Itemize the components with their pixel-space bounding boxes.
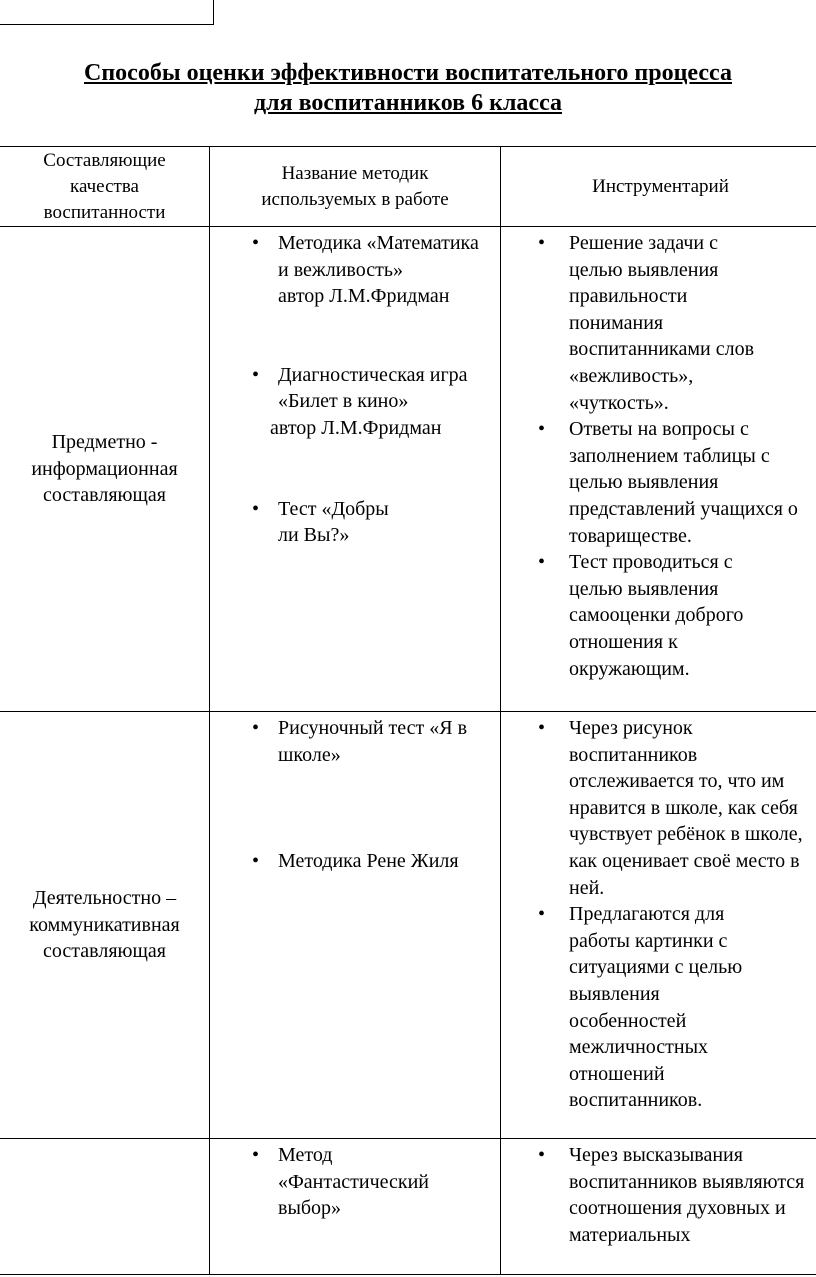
component-cell — [0, 227, 210, 712]
list-item — [210, 848, 500, 875]
component-text: Предметно - — [51, 431, 158, 454]
component-text: составляющая — [43, 940, 166, 963]
method-author: автор Л.М.Фридман — [270, 416, 442, 439]
tools-list — [501, 715, 816, 1114]
method-name: Рисуночный тест «Я в школе» — [278, 717, 468, 766]
method-author: автор Л.М.Фридман — [278, 285, 450, 308]
methods-table — [0, 146, 816, 1275]
list-item — [210, 715, 500, 768]
header-text: Составляющие — [43, 149, 166, 171]
methods-cell — [210, 227, 501, 712]
component-cell — [0, 712, 210, 1139]
header-box — [0, 0, 214, 25]
header-text: качества — [70, 175, 139, 197]
header-methods — [210, 147, 501, 227]
tools-list — [501, 230, 816, 682]
method-name: Тест «Добры ли Вы?» — [278, 497, 389, 547]
header-text: используемых в работе — [261, 188, 449, 210]
tools-cell — [501, 227, 816, 712]
tools-cell — [501, 712, 816, 1139]
component-text: информационная — [31, 457, 178, 480]
header-components — [0, 147, 210, 227]
list-item: • Решение задачи с целью выявления правильности понимания воспитанниками слов «вежливость», «чуткость». — [501, 230, 816, 416]
tools-cell — [501, 1139, 816, 1275]
list-item: • Ответы на вопросы с заполнением таблицы с целью выявления представлений учащихся о товариществе. — [501, 416, 816, 549]
component-text: Деятельностно – — [32, 887, 177, 910]
methods-cell — [210, 1139, 501, 1275]
table-row — [0, 227, 816, 712]
methods-cell — [210, 712, 501, 1139]
title-line-2: для воспитанников 6 класса — [253, 90, 563, 116]
header-text: Название методик — [281, 162, 429, 184]
list-item — [210, 230, 500, 310]
component-text: коммуникативная — [29, 913, 180, 936]
header-text: воспитанности — [43, 201, 166, 223]
header-tools — [501, 147, 816, 227]
table-row — [0, 712, 816, 1139]
list-item: • Тест проводиться с целью выявления самооценки доброго отношения к окружающим. — [501, 549, 816, 682]
list-item: • Через высказывания воспитанников выявляются соотношения духовных и материальных — [501, 1142, 816, 1248]
list-item — [210, 496, 500, 549]
table-header-row — [0, 147, 816, 227]
title-line-1: Способы оценки эффективности воспитательного процесса — [84, 60, 732, 86]
table-row — [0, 1139, 816, 1275]
method-name: Диагностическая игра «Билет в кино» — [278, 363, 468, 413]
method-name: Метод «Фантастический выбор» — [278, 1144, 429, 1220]
method-name: Методика Рене Жиля — [278, 850, 459, 873]
component-cell — [0, 1139, 210, 1275]
list-item: • Через рисунок воспитанников отслеживается то, что им нравится в школе, как себя чувствует ребёнок в школе, как оценивает своё место в ней. — [501, 715, 816, 901]
method-name: Методика «Математика и вежливость» — [278, 232, 479, 281]
page-title — [0, 58, 816, 118]
methods-list — [210, 715, 500, 875]
methods-list — [210, 1142, 500, 1222]
tools-list — [501, 1142, 816, 1248]
list-item: • Предлагаются для работы картинки с ситуациями с целью выявления особенностей межличностных отношений воспитанников. — [501, 901, 816, 1114]
component-text: составляющая — [43, 484, 166, 507]
list-item — [210, 1142, 500, 1222]
header-text: Инструментарий — [592, 175, 729, 197]
methods-list — [210, 230, 500, 549]
list-item — [210, 362, 500, 442]
